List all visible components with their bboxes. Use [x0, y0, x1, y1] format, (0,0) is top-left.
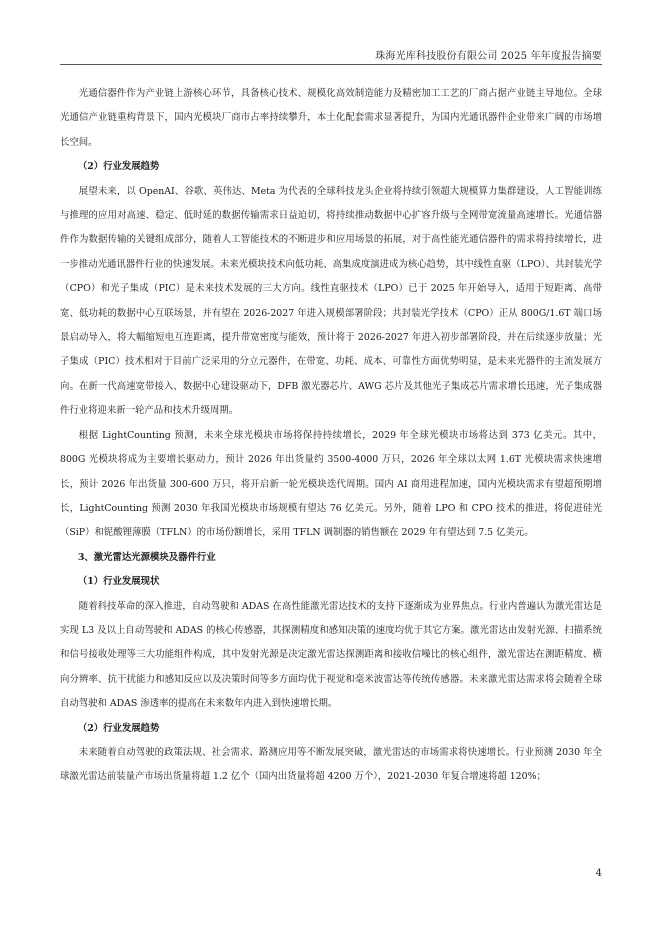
section-heading: （1）行业发展现状	[77, 576, 160, 588]
section-heading: （2）行业发展趋势	[77, 161, 160, 173]
page-number: 4	[595, 868, 602, 879]
paragraph: 光通信器件作为产业链上游核心环节，具备核心技术、规模化高效制造能力及精密加工工艺的厂商占据产业链主导地位。全球光通信产业链重构背景下，国内光模块厂商市占率持续攀升，本土化配套需求显著提升，为国内光通讯器件企业带来广阔的市场增长空间。	[60, 88, 602, 148]
section-heading: 3、激光雷达光源模块及器件行业	[77, 551, 216, 563]
header-divider	[60, 64, 602, 65]
section-heading: （2）行业发展趋势	[77, 722, 160, 734]
body-content	[60, 82, 602, 790]
paragraph: 未来随着自动驾驶的政策法规、社会需求、路测应用等不断发展突破，激光雷达的市场需求将快速增长。行业预测 2030 年全球激光雷达前装量产市场出货量将超 1.2 亿个（国内出货量将超 4200 万个），2021-2030 年复合增速将超 120%；	[60, 746, 602, 783]
paragraph: 随着科技革命的深入推进，自动驾驶和 ADAS 在高性能激光雷达技术的支持下逐渐成为业界焦点。行业内普遍认为激光雷达是实现 L3 及以上自动驾驶和 ADAS 的核心传感器，其探测精度和感知决策的速度均优于其它方案。激光雷达由发射光源、扫描系统和信号接收处理等三大功能组件构成，其中发射光源是决定激光雷达探测距离和接收信噪比的核心组件，激光雷达在测距精度、横向分辨率、抗干扰能力和感知反应以及决策时间等多方面均优于视觉和毫米波雷达等传统传感器。未来激光雷达需求将会随着全球自动驾驶和 ADAS 渗透率的提高在未来数年内进入到快速增长期。	[60, 600, 602, 710]
page-header: 珠海光库科技股份有限公司 2025 年年度报告摘要	[375, 51, 602, 62]
paragraph: 根据 LightCounting 预测，未来全球光模块市场将保持持续增长，2029 年全球光模块市场将达到 373 亿美元。其中，800G 光模块将成为主要增长驱动力，预计 2026 年出货量约 3500-4000 万只，2026 年全球以太网 1.6T 光模块需求快速增长，预计 2026 年出货量 300-600 万只，将开启新一轮光模块迭代周期。国内 AI 商用进程加速，国内光模块需求有望超预期增长，LightCounting 预测 2030 年我国光模块市场规模有望达 76 亿美元。另外，随着 LPO 和 CPO 技术的推进，将促进硅光（SiP）和铌酸锂薄膜（TFLN）的市场份额增长，采用 TFLN 调制器的销售额在 2029 年有望达到 7.5 亿美元。	[60, 429, 602, 539]
paragraph: 展望未来，以 OpenAI、谷歌、英伟达、Meta 为代表的全球科技龙头企业将持续引领超大规模算力集群建设，人工智能训练与推理的应用对高速、稳定、低时延的数据传输需求日益迫切，将持续推动数据中心扩容升级与全网带宽流量高速增长。光通信器件作为数据传输的关键组成部分，随着人工智能技术的不断进步和应用场景的拓展，对于高性能光通信器件的需求将持续增长，进一步推动光通讯器件行业的快速发展。未来光模块技术向低功耗、高集成度演进成为核心趋势，其中线性直驱（LPO）、共封装光学（CPO）和光子集成（PIC）是未来技术发展的三大方向。线性直驱技术（LPO）已于 2025 年开始导入，适用于短距离、高带宽、低功耗的数据中心互联场景，并有望在 2026-2027 年进入规模部署阶段；共封装光学技术（CPO）正从 800G/1.6T 端口场景启动导入，将大幅缩短电互连距离，提升带宽密度与能效，预计将于 2026-2027 年进入初步部署阶段，并在后续逐步放量；光子集成（PIC）技术相对于目前广泛采用的分立元器件，在带宽、功耗、成本、可靠性方面优势明显，是未来光器件的主流发展方向。在新一代高速宽带接入、数据中心建设驱动下，DFB 激光器芯片、AWG 芯片及其他光子集成芯片需求增长迅速，光子集成器件行业将迎来新一轮产品和技术升级周期。	[60, 185, 602, 417]
